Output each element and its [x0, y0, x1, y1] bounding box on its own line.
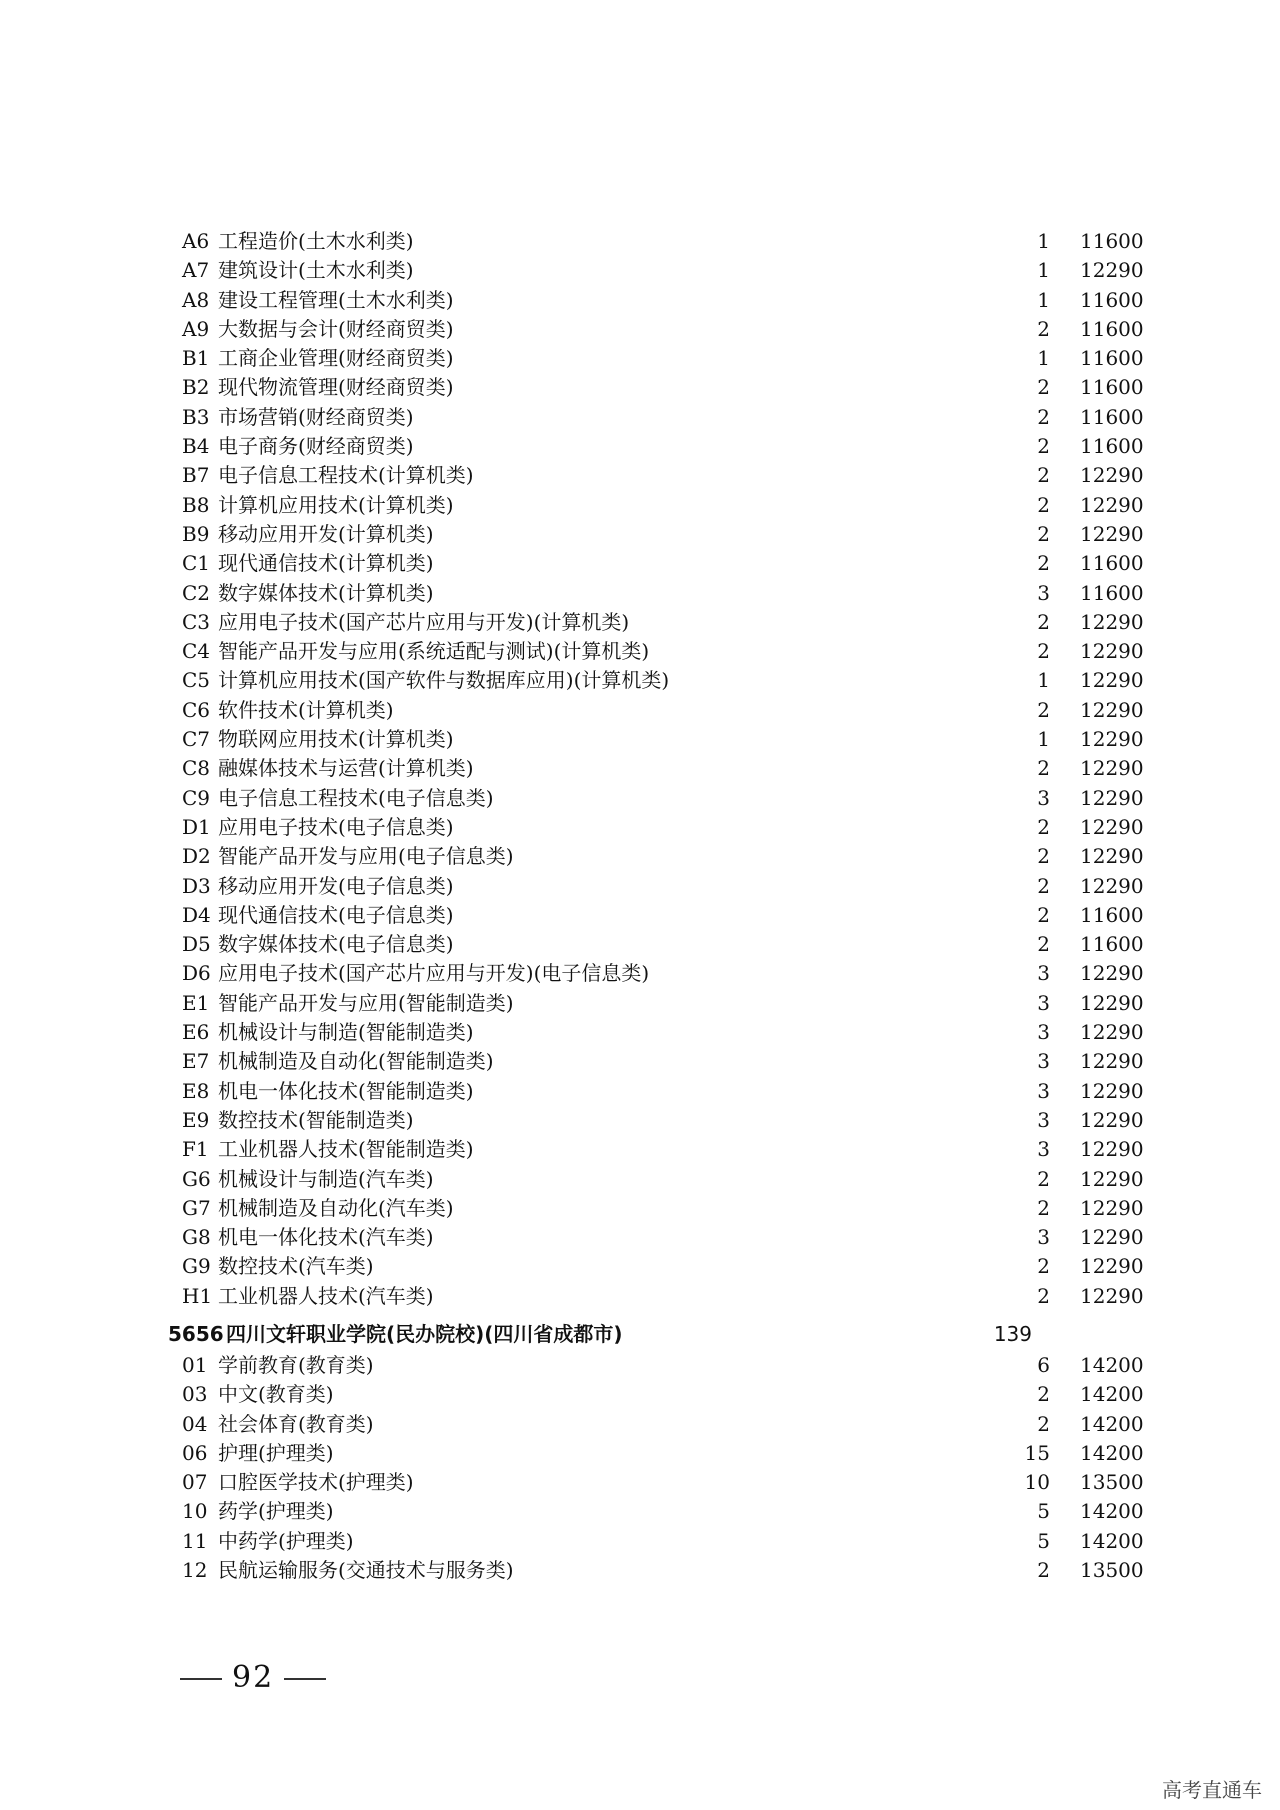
tuition-fee: 12290 — [1080, 844, 1144, 869]
tuition-fee: 11600 — [1080, 229, 1144, 253]
table-row — [0, 1165, 1280, 1194]
tuition-fee: 14200 — [1080, 1411, 1144, 1436]
enrollment-count: 3 — [1037, 1049, 1050, 1074]
major-code: C7 — [182, 727, 211, 752]
major-name: 学前教育(教育类) — [218, 1352, 374, 1377]
major-code: E6 — [182, 1020, 210, 1045]
table-row — [0, 1047, 1280, 1076]
table-row — [0, 491, 1280, 520]
enrollment-count: 3 — [1037, 961, 1050, 986]
watermark: 高考直通车 — [1162, 1778, 1262, 1802]
enrollment-count: 1 — [1037, 287, 1050, 312]
major-name: 现代通信技术(计算机类) — [218, 551, 434, 576]
major-name: 应用电子技术(电子信息类) — [218, 814, 454, 839]
tuition-fee: 11600 — [1080, 580, 1144, 605]
major-code: B3 — [182, 404, 210, 429]
table-row — [0, 666, 1280, 695]
enrollment-count: 10 — [1024, 1470, 1050, 1495]
table-row — [0, 256, 1280, 285]
dash-left — [180, 1678, 222, 1680]
tuition-fee: 12290 — [1080, 814, 1144, 839]
table-row — [0, 754, 1280, 783]
enrollment-count: 2 — [1037, 1195, 1050, 1220]
enrollment-count: 2 — [1037, 1558, 1050, 1583]
major-code: D6 — [182, 961, 211, 986]
table-row — [0, 1351, 1280, 1380]
table-row — [0, 315, 1280, 344]
major-name: 移动应用开发(计算机类) — [218, 521, 434, 546]
enrollment-count: 2 — [1037, 697, 1050, 722]
enrollment-count: 1 — [1037, 346, 1050, 371]
major-name: 现代通信技术(电子信息类) — [218, 902, 454, 927]
enrollment-count: 2 — [1037, 521, 1050, 546]
major-name: 应用电子技术(国产芯片应用与开发)(计算机类) — [218, 609, 630, 634]
major-code: H1 — [182, 1283, 213, 1308]
tuition-fee: 12290 — [1080, 1078, 1144, 1103]
enrollment-count: 15 — [1024, 1440, 1050, 1465]
major-name: 口腔医学技术(护理类) — [218, 1470, 414, 1495]
enrollment-count: 3 — [1037, 1225, 1050, 1250]
table-row — [0, 344, 1280, 373]
major-name: 数字媒体技术(计算机类) — [218, 580, 434, 605]
table-row — [0, 1380, 1280, 1409]
enrollment-count: 2 — [1037, 1382, 1050, 1407]
tuition-fee: 12290 — [1080, 990, 1144, 1015]
enrollment-count: 2 — [1037, 316, 1050, 341]
enrollment-count: 3 — [1037, 990, 1050, 1015]
major-code: 04 — [182, 1411, 208, 1436]
table-row — [0, 1223, 1280, 1252]
enrollment-count: 2 — [1037, 902, 1050, 927]
major-name: 机电一体化技术(汽车类) — [218, 1225, 434, 1250]
school-header — [0, 1317, 1280, 1351]
table-row — [0, 930, 1280, 959]
major-code: 06 — [182, 1440, 208, 1465]
major-name: 电子信息工程技术(电子信息类) — [218, 785, 494, 810]
major-name: 智能产品开发与应用(电子信息类) — [218, 844, 514, 869]
page-number — [170, 1660, 336, 1695]
tuition-fee: 12290 — [1080, 1137, 1144, 1162]
table-row — [0, 373, 1280, 402]
table-row — [0, 1018, 1280, 1047]
major-name: 电子商务(财经商贸类) — [218, 434, 414, 459]
tuition-fee: 12290 — [1080, 873, 1144, 898]
major-name: 软件技术(计算机类) — [218, 697, 394, 722]
table-row — [0, 1106, 1280, 1135]
major-code: A8 — [182, 287, 210, 312]
dash-right — [284, 1678, 326, 1680]
tuition-fee: 11600 — [1080, 375, 1144, 400]
major-name: 计算机应用技术(国产软件与数据库应用)(计算机类) — [218, 668, 670, 693]
table-row — [0, 1135, 1280, 1164]
enrollment-count: 1 — [1037, 727, 1050, 752]
tuition-fee: 12290 — [1080, 1254, 1144, 1279]
major-name: 数控技术(智能制造类) — [218, 1107, 414, 1132]
table-row — [0, 1497, 1280, 1526]
tuition-fee: 12290 — [1080, 785, 1144, 810]
major-code: D5 — [182, 932, 211, 957]
table-row — [0, 608, 1280, 637]
major-name: 智能产品开发与应用(智能制造类) — [218, 990, 514, 1015]
tuition-fee: 12290 — [1080, 1166, 1144, 1191]
tuition-fee: 14200 — [1080, 1499, 1144, 1524]
tuition-fee: 12290 — [1080, 463, 1144, 488]
major-code: B4 — [182, 434, 210, 459]
enrollment-count: 2 — [1037, 1283, 1050, 1308]
enrollment-count: 3 — [1037, 1078, 1050, 1103]
table-row — [0, 432, 1280, 461]
major-name: 工业机器人技术(智能制造类) — [218, 1137, 474, 1162]
table-row — [0, 1527, 1280, 1556]
school-name: 四川文轩职业学院(民办院校)(四川省成都市) — [226, 1321, 623, 1346]
enrollment-count: 2 — [1037, 844, 1050, 869]
tuition-fee: 11600 — [1080, 551, 1144, 576]
major-code: C8 — [182, 756, 211, 781]
school-total: 139 — [993, 1321, 1032, 1346]
major-code: G7 — [182, 1195, 211, 1220]
major-name: 现代物流管理(财经商贸类) — [218, 375, 454, 400]
major-code: G9 — [182, 1254, 211, 1279]
enrollment-count: 1 — [1037, 229, 1050, 253]
major-name: 民航运输服务(交通技术与服务类) — [218, 1558, 514, 1583]
tuition-fee: 12290 — [1080, 668, 1144, 693]
table-row — [0, 1410, 1280, 1439]
table-row — [0, 1252, 1280, 1281]
enrollment-count: 1 — [1037, 258, 1050, 283]
tuition-fee: 12290 — [1080, 258, 1144, 283]
tuition-fee: 12290 — [1080, 639, 1144, 664]
major-code: C5 — [182, 668, 211, 693]
enrollment-count: 2 — [1037, 932, 1050, 957]
major-name: 应用电子技术(国产芯片应用与开发)(电子信息类) — [218, 961, 650, 986]
major-name: 工程造价(土木水利类) — [218, 229, 414, 253]
major-name: 电子信息工程技术(计算机类) — [218, 463, 474, 488]
major-code: B9 — [182, 521, 210, 546]
major-name: 融媒体技术与运营(计算机类) — [218, 756, 474, 781]
major-code: B8 — [182, 492, 210, 517]
enrollment-count: 2 — [1037, 756, 1050, 781]
tuition-fee: 11600 — [1080, 346, 1144, 371]
major-name: 建设工程管理(土木水利类) — [218, 287, 454, 312]
major-name: 计算机应用技术(计算机类) — [218, 492, 454, 517]
major-name: 移动应用开发(电子信息类) — [218, 873, 454, 898]
tuition-fee: 14200 — [1080, 1528, 1144, 1553]
tuition-fee: 12290 — [1080, 1283, 1144, 1308]
major-code: D3 — [182, 873, 211, 898]
tuition-fee: 14200 — [1080, 1382, 1144, 1407]
table-row — [0, 842, 1280, 871]
major-code: 11 — [182, 1528, 208, 1553]
table-row — [0, 1282, 1280, 1311]
enrollment-count: 3 — [1037, 1137, 1050, 1162]
table-row — [0, 1439, 1280, 1468]
table-row — [0, 1556, 1280, 1585]
enrollment-count: 3 — [1037, 580, 1050, 605]
table-row — [0, 813, 1280, 842]
major-code: B1 — [182, 346, 210, 371]
table-row — [0, 403, 1280, 432]
major-name: 机械制造及自动化(汽车类) — [218, 1195, 454, 1220]
table-row — [0, 725, 1280, 754]
major-name: 物联网应用技术(计算机类) — [218, 727, 454, 752]
page-number-text: 92 — [232, 1660, 275, 1695]
enrollment-count: 2 — [1037, 551, 1050, 576]
major-code: 07 — [182, 1470, 208, 1495]
major-code: C4 — [182, 639, 211, 664]
major-name: 数字媒体技术(电子信息类) — [218, 932, 454, 957]
major-code: A9 — [182, 316, 210, 341]
major-name: 护理(护理类) — [218, 1440, 334, 1465]
major-name: 工商企业管理(财经商贸类) — [218, 346, 454, 371]
major-name: 市场营销(财经商贸类) — [218, 404, 414, 429]
table-row — [0, 461, 1280, 490]
tuition-fee: 11600 — [1080, 902, 1144, 927]
enrollment-count: 2 — [1037, 1411, 1050, 1436]
major-code: C6 — [182, 697, 211, 722]
table-row — [0, 959, 1280, 988]
table-row — [0, 579, 1280, 608]
major-name: 工业机器人技术(汽车类) — [218, 1283, 434, 1308]
table-row — [0, 1194, 1280, 1223]
major-code: E1 — [182, 990, 210, 1015]
major-code: 01 — [182, 1352, 208, 1377]
tuition-fee: 12290 — [1080, 492, 1144, 517]
enrollment-table — [0, 227, 1280, 1585]
enrollment-count: 2 — [1037, 463, 1050, 488]
table-row — [0, 637, 1280, 666]
table-row — [0, 696, 1280, 725]
tuition-fee: 13500 — [1080, 1470, 1144, 1495]
table-row — [0, 549, 1280, 578]
major-code: E7 — [182, 1049, 210, 1074]
enrollment-count: 2 — [1037, 873, 1050, 898]
major-code: D4 — [182, 902, 211, 927]
tuition-fee: 11600 — [1080, 316, 1144, 341]
tuition-fee: 12290 — [1080, 1020, 1144, 1045]
major-code: C9 — [182, 785, 211, 810]
table-row — [0, 1077, 1280, 1106]
tuition-fee: 12290 — [1080, 1049, 1144, 1074]
tuition-fee: 11600 — [1080, 287, 1144, 312]
major-name: 中药学(护理类) — [218, 1528, 354, 1553]
major-name: 智能产品开发与应用(系统适配与测试)(计算机类) — [218, 639, 650, 664]
table-row — [0, 1468, 1280, 1497]
tuition-fee: 12290 — [1080, 697, 1144, 722]
table-row — [0, 872, 1280, 901]
tuition-fee: 12290 — [1080, 961, 1144, 986]
table-row — [0, 901, 1280, 930]
tuition-fee: 11600 — [1080, 932, 1144, 957]
major-code: G6 — [182, 1166, 211, 1191]
enrollment-count: 1 — [1037, 668, 1050, 693]
major-code: A7 — [182, 258, 210, 283]
table-row — [0, 286, 1280, 315]
tuition-fee: 11600 — [1080, 434, 1144, 459]
tuition-fee: 14200 — [1080, 1440, 1144, 1465]
enrollment-count: 2 — [1037, 434, 1050, 459]
tuition-fee: 12290 — [1080, 521, 1144, 546]
major-name: 数控技术(汽车类) — [218, 1254, 374, 1279]
major-code: 10 — [182, 1499, 208, 1524]
enrollment-count: 3 — [1037, 1020, 1050, 1045]
tuition-fee: 12290 — [1080, 1107, 1144, 1132]
major-code: F1 — [182, 1137, 209, 1162]
tuition-fee: 11600 — [1080, 404, 1144, 429]
table-row — [0, 784, 1280, 813]
tuition-fee: 13500 — [1080, 1558, 1144, 1583]
major-code: C1 — [182, 551, 211, 576]
tuition-fee: 12290 — [1080, 727, 1144, 752]
tuition-fee: 14200 — [1080, 1352, 1144, 1377]
enrollment-count: 2 — [1037, 492, 1050, 517]
major-name: 机械制造及自动化(智能制造类) — [218, 1049, 494, 1074]
enrollment-count: 2 — [1037, 639, 1050, 664]
table-row — [0, 989, 1280, 1018]
major-name: 机械设计与制造(智能制造类) — [218, 1020, 474, 1045]
school-code: 5656 — [168, 1321, 224, 1346]
major-name: 社会体育(教育类) — [218, 1411, 374, 1436]
enrollment-count: 3 — [1037, 1107, 1050, 1132]
major-code: D2 — [182, 844, 211, 869]
major-code: B7 — [182, 463, 210, 488]
tuition-fee: 12290 — [1080, 609, 1144, 634]
enrollment-count: 6 — [1037, 1352, 1050, 1377]
major-code: D1 — [182, 814, 211, 839]
tuition-fee: 12290 — [1080, 1195, 1144, 1220]
tuition-fee: 12290 — [1080, 756, 1144, 781]
enrollment-count: 5 — [1037, 1528, 1050, 1553]
major-name: 机械设计与制造(汽车类) — [218, 1166, 434, 1191]
tuition-fee: 12290 — [1080, 1225, 1144, 1250]
enrollment-count: 3 — [1037, 785, 1050, 810]
major-code: 12 — [182, 1558, 208, 1583]
major-name: 机电一体化技术(智能制造类) — [218, 1078, 474, 1103]
major-name: 中文(教育类) — [218, 1382, 334, 1407]
table-row — [0, 227, 1280, 256]
major-code: G8 — [182, 1225, 211, 1250]
major-code: C3 — [182, 609, 211, 634]
enrollment-count: 5 — [1037, 1499, 1050, 1524]
enrollment-count: 2 — [1037, 609, 1050, 634]
enrollment-count: 2 — [1037, 1166, 1050, 1191]
table-row — [0, 520, 1280, 549]
major-name: 大数据与会计(财经商贸类) — [218, 316, 454, 341]
major-code: C2 — [182, 580, 211, 605]
major-code: B2 — [182, 375, 210, 400]
major-code: A6 — [182, 229, 210, 253]
major-code: E8 — [182, 1078, 210, 1103]
enrollment-count: 2 — [1037, 404, 1050, 429]
major-code: E9 — [182, 1107, 210, 1132]
major-code: 03 — [182, 1382, 208, 1407]
enrollment-count: 2 — [1037, 1254, 1050, 1279]
enrollment-count: 2 — [1037, 375, 1050, 400]
enrollment-count: 2 — [1037, 814, 1050, 839]
major-name: 建筑设计(土木水利类) — [218, 258, 414, 283]
major-name: 药学(护理类) — [218, 1499, 334, 1524]
